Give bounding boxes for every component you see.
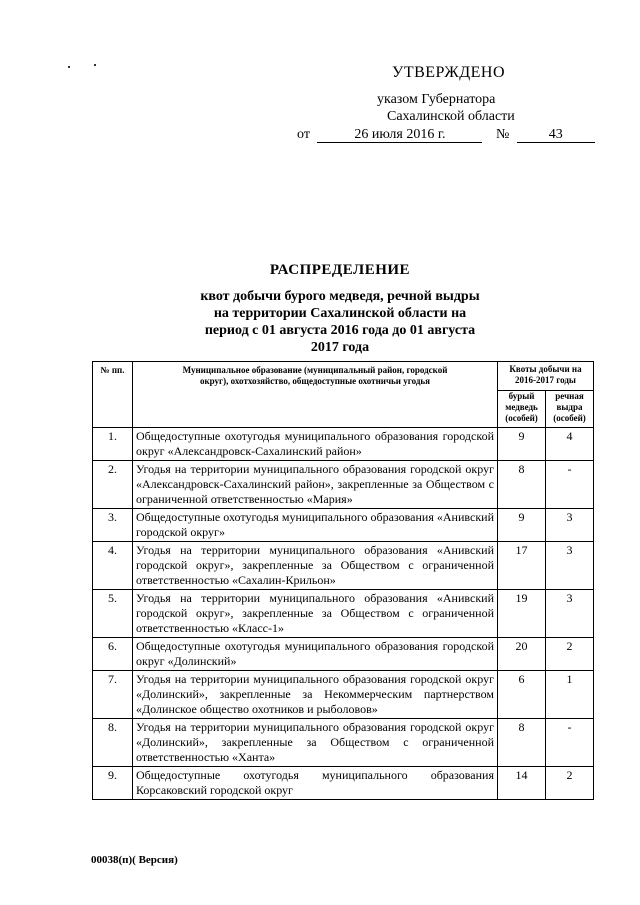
header-num: № пп. <box>93 362 133 428</box>
row-bear-quota: 6 <box>498 671 546 719</box>
table-row <box>93 542 594 590</box>
document-footer: 00038(п)( Версия) <box>91 854 178 866</box>
table-row <box>93 590 594 638</box>
row-bear-quota: 8 <box>498 719 546 767</box>
row-description: Угодья на территории муниципального образования городской округ «Александровск-Сахалинский район», закрепленные за Обществом с ограниченной ответственностью «Мария» <box>133 461 498 509</box>
row-otter-quota: 4 <box>546 428 594 461</box>
row-number: 1. <box>93 428 133 461</box>
row-description: Общедоступные охотугодья муниципального образования городской округ «Долинский» <box>133 638 498 671</box>
approval-date-row <box>297 127 595 143</box>
approval-title: УТВЕРЖДЕНО <box>392 64 506 81</box>
table-row <box>93 767 594 800</box>
row-otter-quota: 2 <box>546 638 594 671</box>
row-bear-quota: 9 <box>498 509 546 542</box>
subtitle-line-2: на территории Сахалинской области на <box>213 306 467 321</box>
approval-date: 26 июля 2016 г. <box>317 127 482 143</box>
document-title: РАСПРЕДЕЛЕНИЕ <box>269 262 411 278</box>
row-bear-quota: 8 <box>498 461 546 509</box>
row-otter-quota: - <box>546 461 594 509</box>
row-number: 2. <box>93 461 133 509</box>
row-bear-quota: 20 <box>498 638 546 671</box>
table-row <box>93 638 594 671</box>
row-number: 5. <box>93 590 133 638</box>
row-description: Общедоступные охотугодья муниципального образования «Анивский городской округ» <box>133 509 498 542</box>
header-quota: Квоты добычи на 2016-2017 годы <box>498 362 594 391</box>
row-description: Общедоступные охотугодья муниципального образования Корсаковский городской округ <box>133 767 498 800</box>
table-row <box>93 461 594 509</box>
subtitle-line-1: квот добычи бурого медведя, речной выдры <box>200 289 480 304</box>
row-bear-quota: 9 <box>498 428 546 461</box>
row-otter-quota: 1 <box>546 671 594 719</box>
row-number: 3. <box>93 509 133 542</box>
row-description: Общедоступные охотугодья муниципального образования городской округ «Александровск-Сахалинский район» <box>133 428 498 461</box>
row-number: 4. <box>93 542 133 590</box>
approval-line-2: Сахалинской области <box>387 109 515 124</box>
row-otter-quota: - <box>546 719 594 767</box>
table-row <box>93 719 594 767</box>
subtitle-line-3: период с 01 августа 2016 года до 01 августа <box>204 323 476 338</box>
document-subtitle <box>170 288 510 356</box>
row-number: 9. <box>93 767 133 800</box>
approval-number: 43 <box>517 127 595 143</box>
approval-line-1: указом Губернатора <box>377 92 496 107</box>
table-row <box>93 671 594 719</box>
number-label: № <box>495 127 510 142</box>
header-otter: речная выдра (особей) <box>546 390 594 427</box>
quota-table <box>92 361 594 800</box>
row-otter-quota: 3 <box>546 590 594 638</box>
table-header-row <box>93 362 594 391</box>
row-number: 8. <box>93 719 133 767</box>
scan-speck <box>68 66 70 68</box>
row-description: Угодья на территории муниципального образования «Анивский городской округ», закрепленные за Обществом с ограниченной ответственностью «Класс-1» <box>133 590 498 638</box>
row-bear-quota: 14 <box>498 767 546 800</box>
header-bear: бурый медведь (особей) <box>498 390 546 427</box>
row-otter-quota: 3 <box>546 542 594 590</box>
header-desc: Муниципальное образование (муниципальный район, городской округ), охотхозяйство, общедоступные охотничьи угодья <box>133 362 498 428</box>
row-number: 6. <box>93 638 133 671</box>
from-label: от <box>297 127 310 142</box>
table-row <box>93 509 594 542</box>
row-number: 7. <box>93 671 133 719</box>
row-description: Угодья на территории муниципального образования городской округ «Долинский», закрепленные за Некоммерческим партнерством «Долинское общество охотников и рыболовов» <box>133 671 498 719</box>
row-otter-quota: 2 <box>546 767 594 800</box>
row-bear-quota: 19 <box>498 590 546 638</box>
subtitle-line-4: 2017 года <box>310 340 370 355</box>
row-bear-quota: 17 <box>498 542 546 590</box>
row-description: Угодья на территории муниципального образования «Анивский городской округ», закрепленные за Обществом с ограниченной ответственностью «Сахалин-Крильон» <box>133 542 498 590</box>
row-description: Угодья на территории муниципального образования городской округ «Долинский», закрепленные за Обществом с ограниченной ответственностью «Ханта» <box>133 719 498 767</box>
table-row <box>93 428 594 461</box>
scan-speck <box>94 64 96 66</box>
row-otter-quota: 3 <box>546 509 594 542</box>
